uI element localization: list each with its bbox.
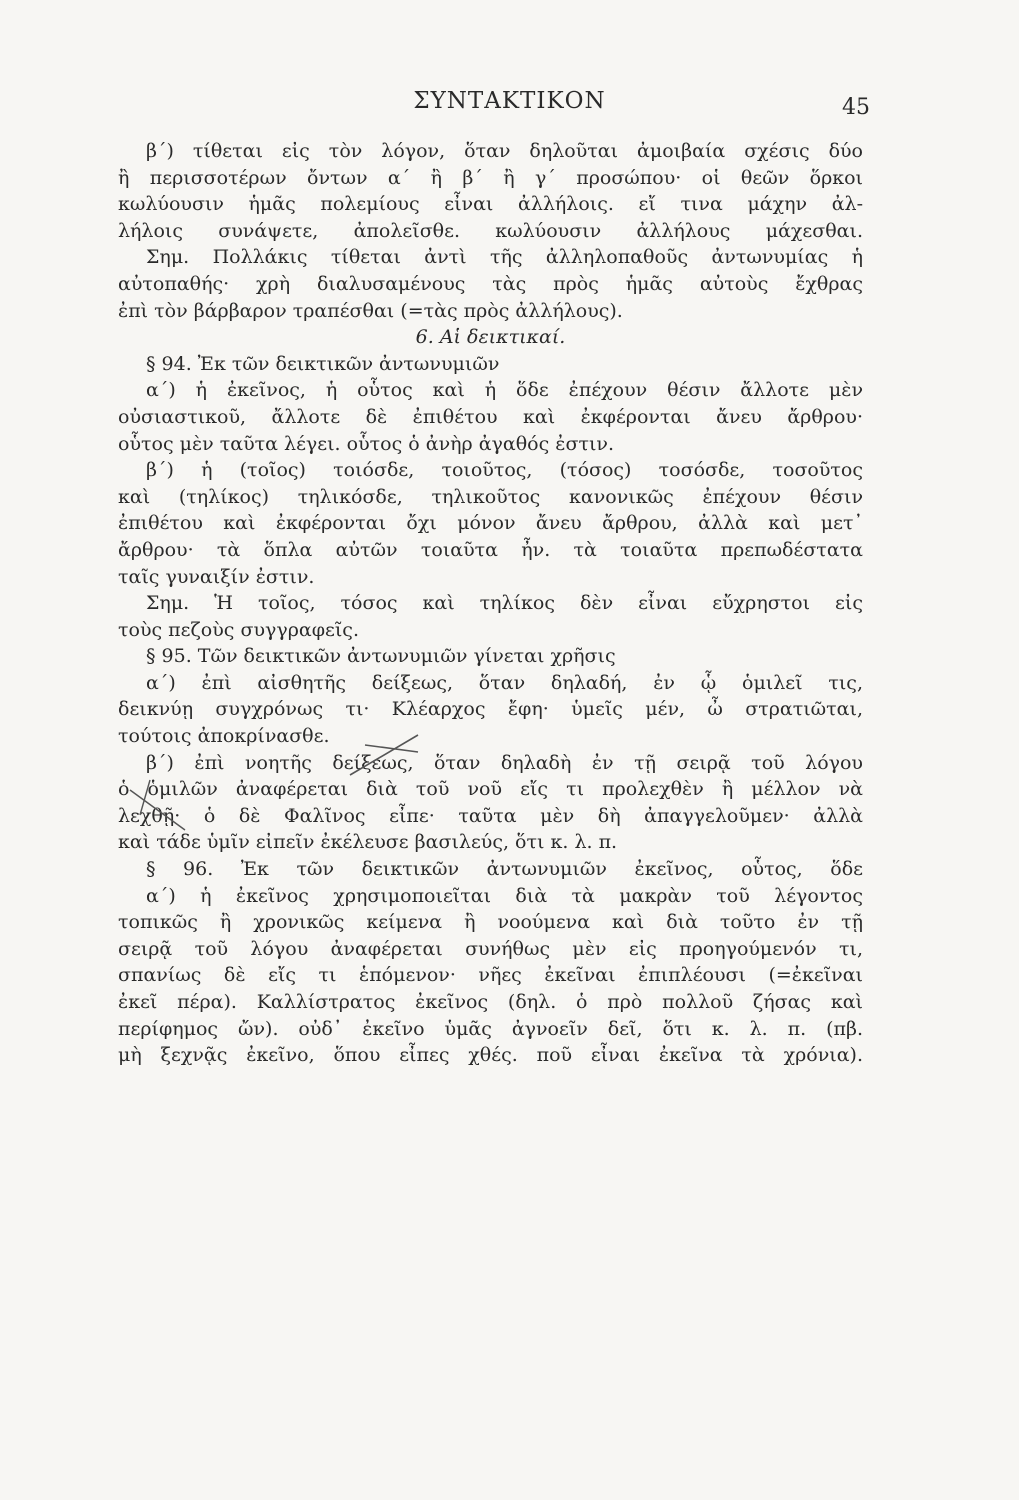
text-line: ἢ περισσοτέρων ὄντων α΄ ἢ β΄ ἢ γ΄ προσώπου· οἱ θεῶν ὅρκοι — [118, 166, 863, 189]
text-line: α΄) ἐπὶ αἰσθητῆς δείξεως, ὅταν δηλαδή, ἐν ᾧ ὁμιλεῖ τις, — [146, 671, 863, 694]
text-line: τούτοις ἀποκρίνασθε. — [118, 725, 330, 748]
text-line: Σημ. Πολλάκις τίθεται ἀντὶ τῆς ἀλληλοπαθοῦς ἀντωνυμίας ἡ — [146, 246, 863, 269]
text-line: δεικνύῃ συγχρόνως τι· Κλέαρχος ἔφη· ὑμεῖς μέν, ὦ στρατιῶται, — [118, 698, 863, 721]
text-line: τοπικῶς ἢ χρονικῶς κείμενα ἢ νοούμενα καὶ διὰ τοῦτο ἐν τῇ — [118, 911, 863, 934]
text-line: ταῖς γυναιξίν ἐστιν. — [118, 565, 315, 588]
page-number: 45 — [842, 95, 870, 120]
text-line: Σημ. Ἡ τοῖος, τόσος καὶ τηλίκος δὲν εἶναι εὔχρηστοι εἰς — [146, 592, 863, 615]
text-line: σειρᾷ τοῦ λόγου ἀναφέρεται συνήθως μὲν εἰς προηγούμενόν τι, — [118, 937, 863, 960]
text-line: καὶ τάδε ὑμῖν εἰπεῖν ἐκέλευσε βασιλεύς, ὅτι κ. λ. π. — [118, 831, 618, 854]
text-line: β΄) ἐπὶ νοητῆς δείξεως, ὅταν δηλαδὴ ἐν τῇ σειρᾷ τοῦ λόγου — [146, 751, 863, 774]
text-line: λήλοις συνάψετε, ἀπολεῖσθε. κωλύουσιν ἀλλήλους μάχεσθαι. — [118, 219, 863, 242]
text-line: λεχθῇ· ὁ δὲ Φαλῖνος εἶπε· ταῦτα μὲν δὴ ἀπαγγελοῦμεν· ἀλλὰ — [118, 804, 863, 827]
text-line: καὶ (τηλίκος) τηλικόσδε, τηλικοῦτος κανονικῶς ἐπέχουν θέσιν — [118, 485, 863, 508]
text-line: ἄρθρου· τὰ ὅπλα αὐτῶν τοιαῦτα ἦν. τὰ τοιαῦτα πρεπωδέστατα — [118, 538, 863, 561]
text-line: μὴ ξεχνᾷς ἐκεῖνο, ὅπου εἶπες χθές. ποῦ εἶναι ἐκεῖνα τὰ χρόνια). — [118, 1044, 863, 1067]
text-line: ἐκεῖ πέρα). Καλλίστρατος ἐκεῖνος (δηλ. ὁ πρὸ πολλοῦ ζήσας καὶ — [118, 991, 863, 1013]
paragraph-heading: § 95. Τῶν δεικτικῶν ἀντωνυμιῶν γίνεται χρῆσις — [146, 645, 616, 668]
section-heading: 6. Αἱ δεικτικαί. — [415, 326, 566, 349]
text-line: σπανίως δὲ εἴς τι ἑπόμενον· νῆες ἐκεῖναι ἐπιπλέουσι (=ἐκεῖναι — [118, 964, 863, 987]
text-line: β΄) ἡ (τοῖος) τοιόσδε, τοιοῦτος, (τόσος) τοσόσδε, τοσοῦτος — [146, 459, 863, 482]
text-line: α΄) ἡ ἐκεῖνος χρησιμοποιεῖται διὰ τὰ μακρὰν τοῦ λέγοντος — [146, 884, 863, 907]
text-line: οὐσιαστικοῦ, ἄλλοτε δὲ ἐπιθέτου καὶ ἐκφέρονται ἄνευ ἄρθρου· — [118, 405, 863, 428]
text-line: τοὺς πεζοὺς συγγραφεῖς. — [118, 618, 359, 641]
text-line: αὐτοπαθής· χρὴ διαλυσαμένους τὰς πρὸς ἡμᾶς αὐτοὺς ἔχθρας — [118, 272, 863, 295]
text-line: οὗτος μὲν ταῦτα λέγει. οὗτος ὁ ἀνὴρ ἀγαθός ἐστιν. — [118, 432, 615, 455]
text-line: ἐπὶ τὸν βάρβαρον τραπέσθαι (=τὰς πρὸς ἀλλήλους). — [118, 299, 623, 322]
text-line: α΄) ἡ ἐκεῖνος, ἡ οὗτος καὶ ἡ ὅδε ἐπέχουν θέσιν ἄλλοτε μὲν — [146, 379, 863, 402]
text-line: κωλύουσιν ἡμᾶς πολεμίους εἶναι ἀλλήλοις. εἴ τινα μάχην ἀλ- — [118, 193, 863, 216]
text-line: ὁ ὁμιλῶν ἀναφέρεται διὰ τοῦ νοῦ εἴς τι προλεχθὲν ἢ μέλλον νὰ — [118, 778, 863, 801]
text-line: β΄) τίθεται εἰς τὸν λόγον, ὅταν δηλοῦται ἀμοιβαία σχέσις δύο — [146, 140, 863, 162]
paragraph-heading: § 94. Ἐκ τῶν δεικτικῶν ἀντωνυμιῶν — [146, 352, 500, 375]
text-line: ἐπιθέτου καὶ ἐκφέρονται ὄχι μόνον ἄνευ ἄρθρου, ἀλλὰ καὶ μετ᾽ — [118, 512, 863, 535]
body-text — [118, 138, 863, 1069]
text-line: περίφημος ὤν). οὐδ᾽ ἐκεῖνο ὑμᾶς ἀγνοεῖν δεῖ, ὅτι κ. λ. π. (πβ. — [118, 1017, 863, 1040]
running-title: ΣΥΝΤΑΚΤΙΚΟΝ — [413, 88, 606, 114]
paragraph-heading: § 96. Ἐκ τῶν δεικτικῶν ἀντωνυμιῶν ἐκεῖνος, οὗτος, ὅδε — [146, 858, 863, 881]
